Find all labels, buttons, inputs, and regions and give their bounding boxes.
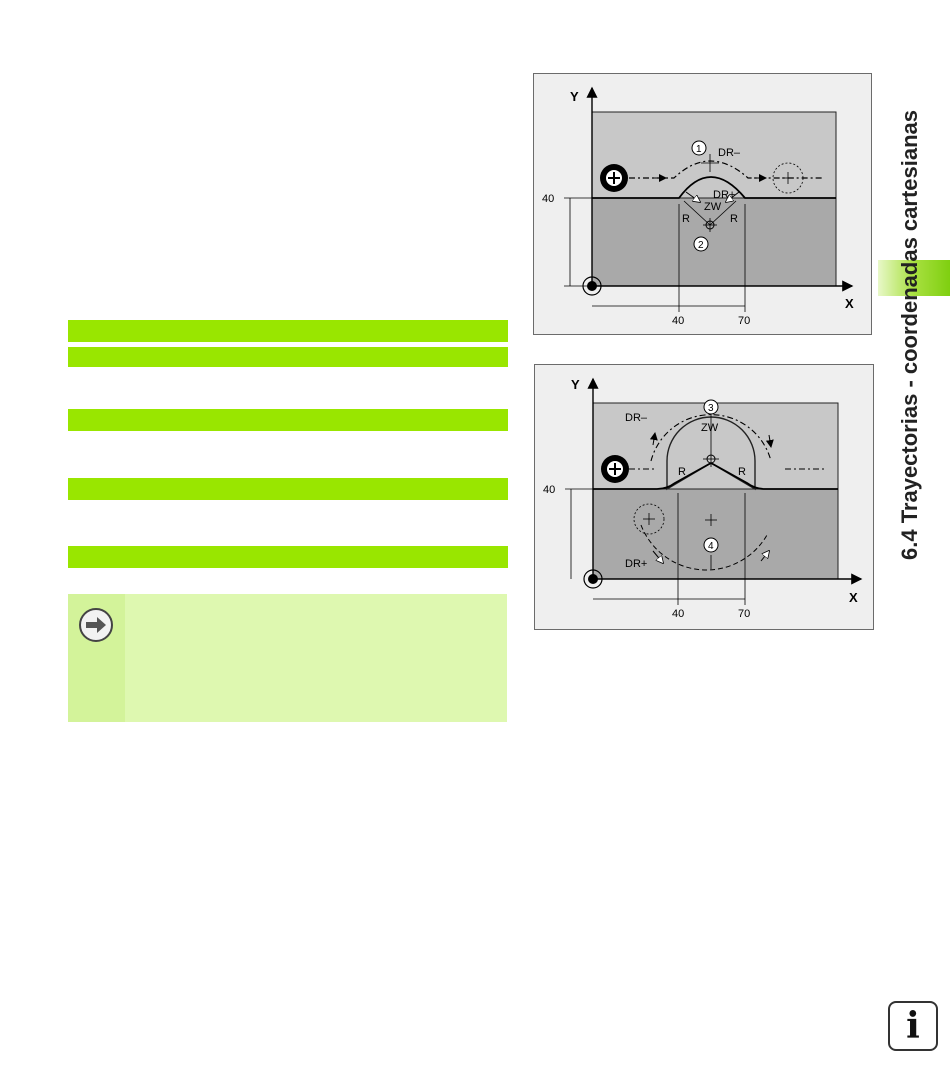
label-dr-minus: DR– <box>718 147 741 159</box>
note-box <box>68 594 507 722</box>
axis-x-label-2: X <box>849 590 858 605</box>
label-dr-plus-2: DR+ <box>625 558 648 570</box>
label-r-right: R <box>730 213 738 225</box>
axis-x-label: X <box>845 296 854 311</box>
marker-4: 4 <box>708 541 714 552</box>
info-icon[interactable] <box>888 1001 938 1051</box>
marker-2: 2 <box>698 240 704 251</box>
info-icon-glyph: i <box>906 1005 920 1047</box>
axis-y-label: Y <box>570 89 579 104</box>
x-tick-40: 40 <box>672 315 685 327</box>
y-tick-40-2: 40 <box>543 484 556 496</box>
label-r-right-2: R <box>738 466 746 478</box>
x-tick-40-2: 40 <box>672 608 685 620</box>
figure-top <box>533 73 872 335</box>
section-bar-4 <box>68 478 508 500</box>
label-zw: ZW <box>704 201 722 213</box>
axis-y-label-2: Y <box>571 377 580 392</box>
section-bar-1 <box>68 320 508 342</box>
label-r-left-2: R <box>678 466 686 478</box>
label-zw-2: ZW <box>701 422 719 434</box>
section-bar-5 <box>68 546 508 568</box>
section-bar-2 <box>68 347 508 367</box>
y-tick-40: 40 <box>542 193 555 205</box>
label-dr-plus: DR+ <box>713 189 736 201</box>
marker-3: 3 <box>708 403 714 414</box>
section-bar-3 <box>68 409 508 431</box>
label-r-left: R <box>682 213 690 225</box>
figure-bottom <box>534 364 874 630</box>
marker-1: 1 <box>696 144 702 155</box>
x-tick-70-2: 70 <box>738 608 751 620</box>
arrow-right-icon <box>78 607 114 643</box>
x-tick-70: 70 <box>738 315 751 327</box>
chapter-title-text: 6.4 Trayectorias - coordenadas cartesianas <box>897 109 922 560</box>
label-dr-minus-2: DR– <box>625 412 648 424</box>
